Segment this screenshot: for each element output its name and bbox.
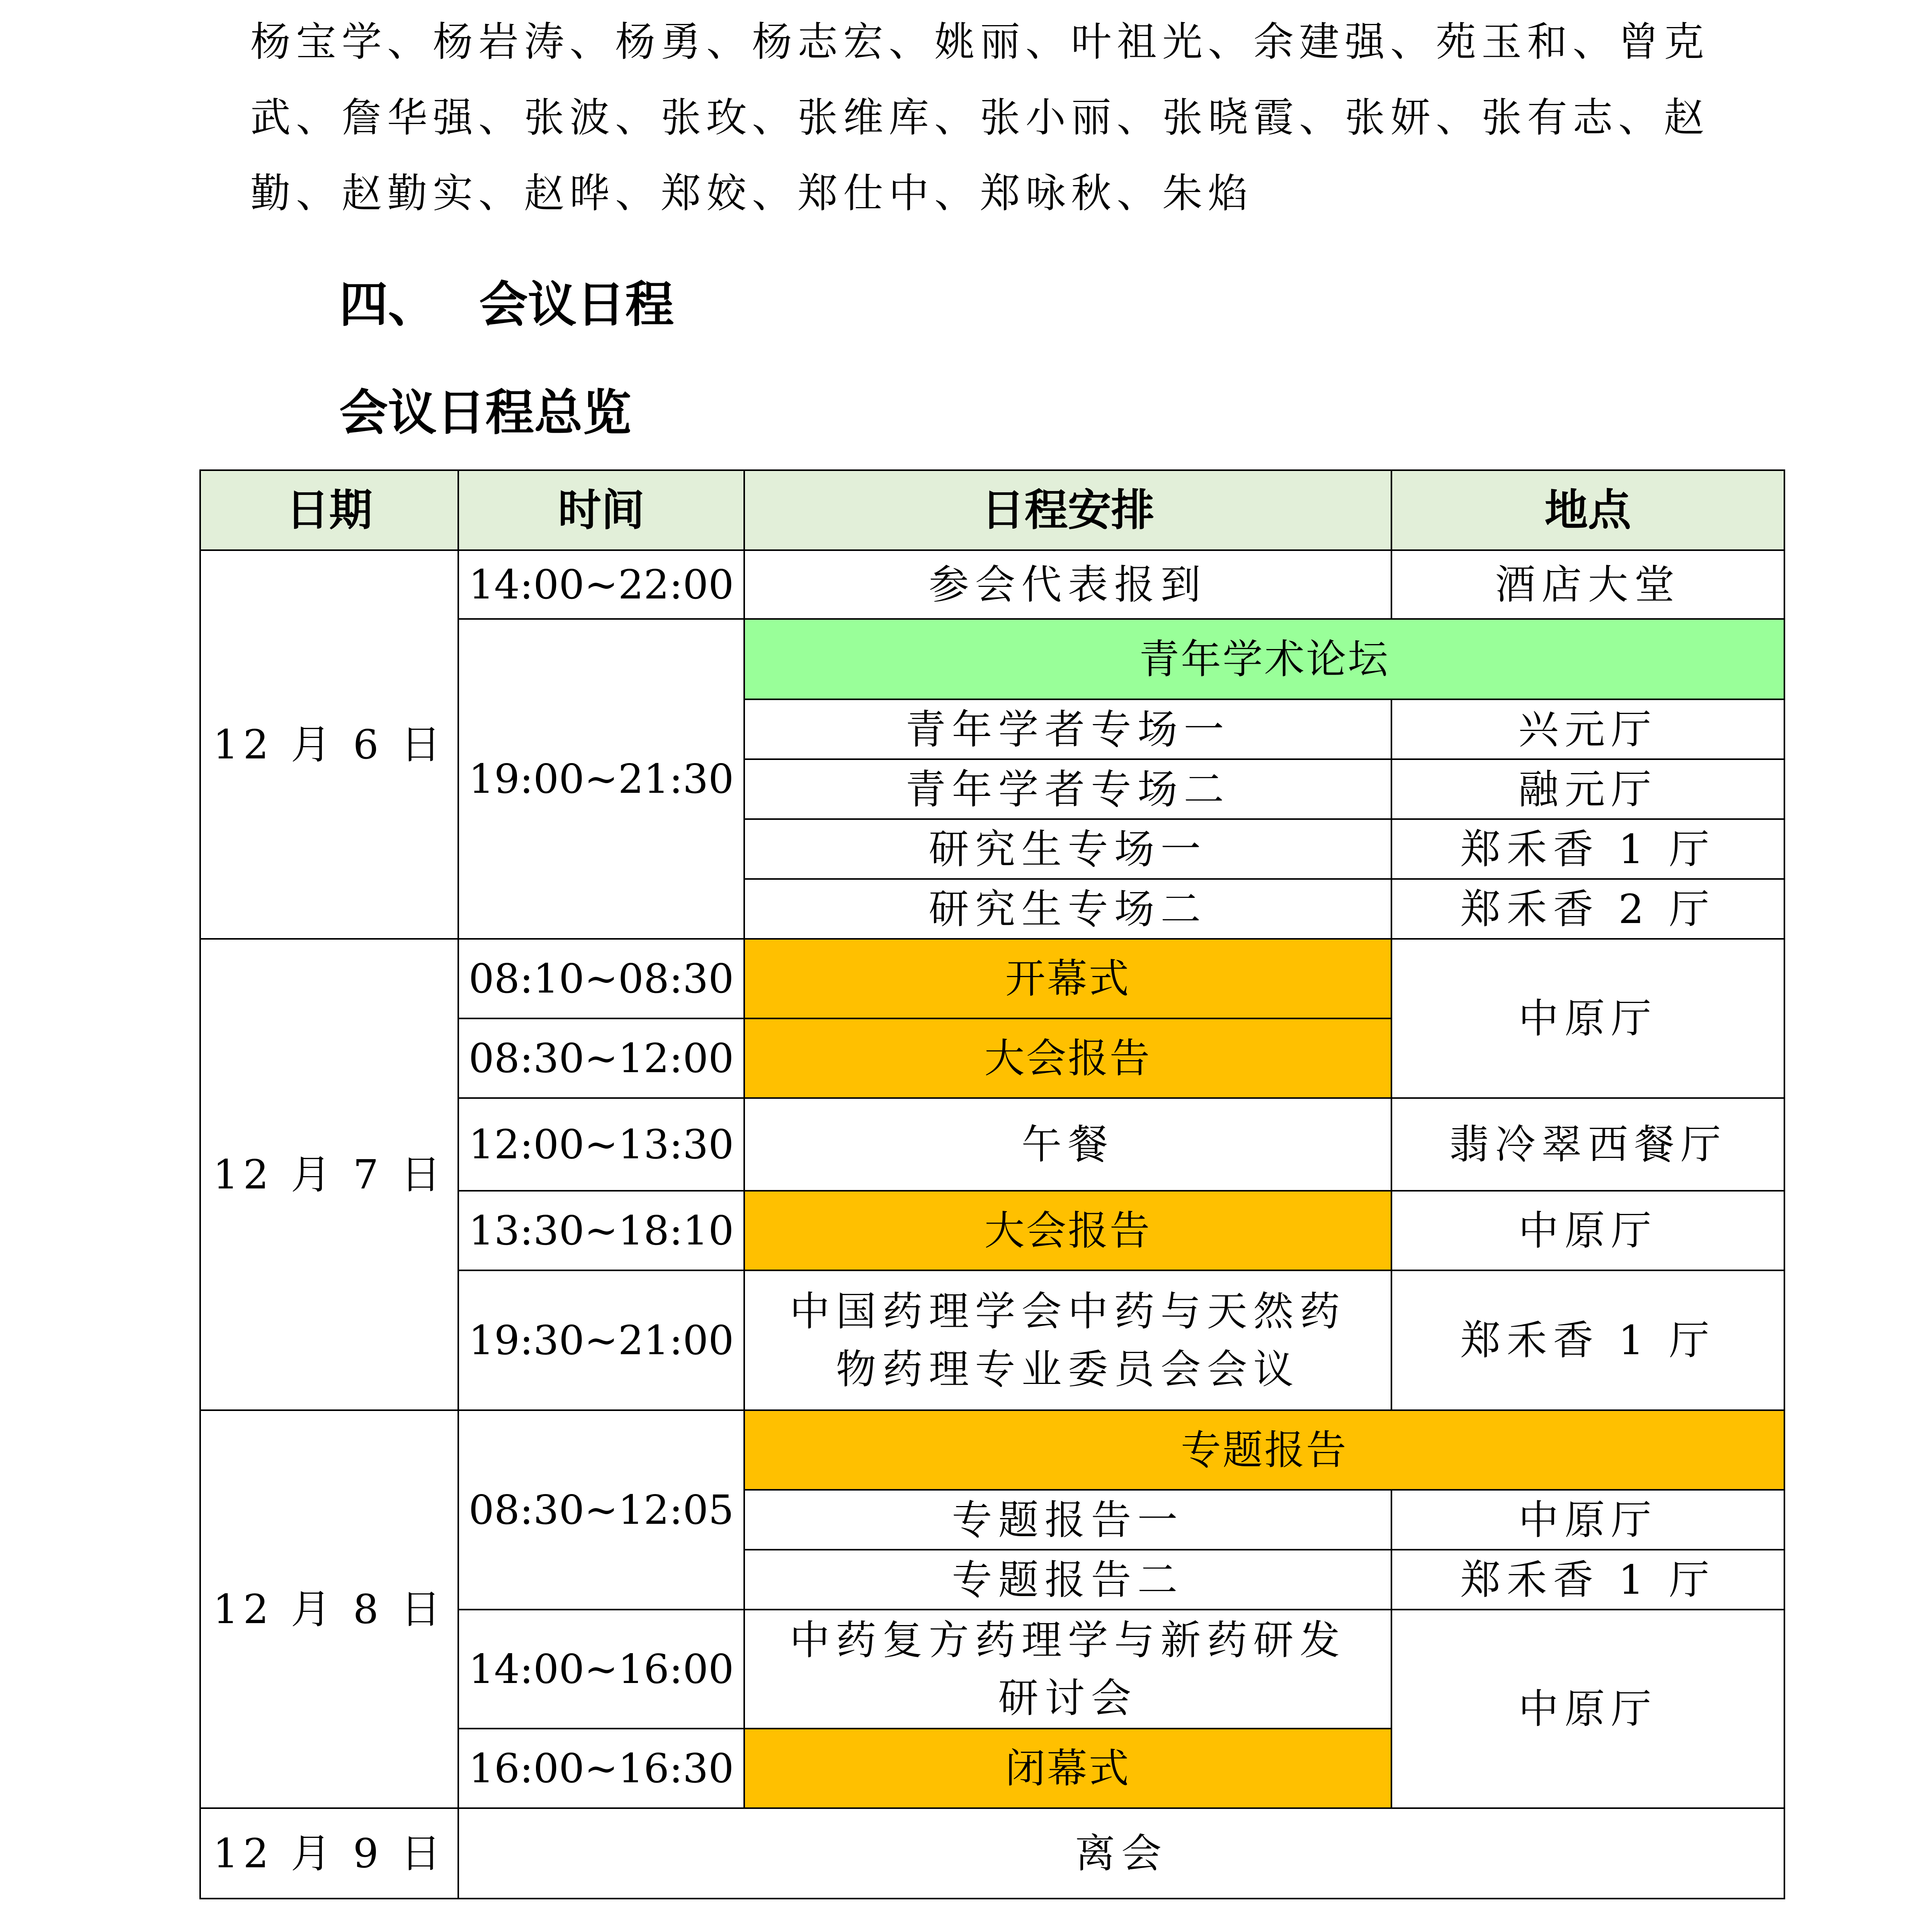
header-location: 地点 <box>1391 470 1784 550</box>
header-date: 日期 <box>200 470 458 550</box>
table-row <box>200 1808 1784 1899</box>
location-cell: 融元厅 <box>1391 759 1784 819</box>
location-cell: 郑禾香 1 厅 <box>1391 1550 1784 1610</box>
event-cell <box>744 1270 1391 1410</box>
event-line: 中国药理学会中药与天然药 <box>789 1288 1346 1335</box>
time-cell: 08:30~12:05 <box>458 1410 744 1610</box>
header-row <box>200 470 1784 550</box>
time-cell: 08:10~08:30 <box>458 939 744 1018</box>
event-cell: 研究生专场二 <box>744 879 1391 939</box>
time-cell: 14:00~16:00 <box>458 1610 744 1729</box>
event-cell <box>744 1610 1391 1729</box>
location-cell: 中原厅 <box>1391 1610 1784 1808</box>
event-line: 物药理专业委员会会议 <box>836 1346 1300 1393</box>
closing-ceremony-band: 闭幕式 <box>744 1729 1391 1808</box>
event-cell: 午餐 <box>744 1098 1391 1191</box>
header-schedule: 日程安排 <box>744 470 1391 550</box>
time-cell: 08:30~12:00 <box>458 1018 744 1098</box>
opening-ceremony-band: 开幕式 <box>744 939 1391 1018</box>
location-cell: 兴元厅 <box>1391 699 1784 759</box>
location-cell: 酒店大堂 <box>1391 550 1784 619</box>
overview-title: 会议日程总览 <box>339 384 631 441</box>
time-cell: 19:30~21:00 <box>458 1270 744 1410</box>
location-cell: 郑禾香 1 厅 <box>1391 1270 1784 1410</box>
event-line: 研讨会 <box>998 1674 1138 1722</box>
time-cell: 14:00~22:00 <box>458 550 744 619</box>
plenary-report-band: 大会报告 <box>744 1018 1391 1098</box>
event-cell: 青年学者专场一 <box>744 699 1391 759</box>
time-cell: 13:30~18:10 <box>458 1191 744 1270</box>
location-cell: 翡冷翠西餐厅 <box>1391 1098 1784 1191</box>
event-cell: 专题报告二 <box>744 1550 1391 1610</box>
table-row <box>200 1410 1784 1490</box>
location-cell: 中原厅 <box>1391 1490 1784 1550</box>
location-cell: 郑禾香 2 厅 <box>1391 879 1784 939</box>
date-cell: 12 月 7 日 <box>200 939 458 1410</box>
time-cell: 16:00~16:30 <box>458 1729 744 1808</box>
section-number: 四、 <box>339 276 437 333</box>
event-cell: 离会 <box>458 1808 1784 1899</box>
attendee-names: 杨宝学、杨岩涛、杨勇、杨志宏、姚丽、叶祖光、余建强、苑玉和、曾克武、詹华强、张波、张玫、张维库、张小丽、张晓霞、张妍、张有志、赵勤、赵勤实、赵晔、郑姣、郑仕中、郑咏秋、朱焰 <box>250 18 1710 217</box>
topic-report-band: 专题报告 <box>744 1410 1784 1490</box>
table-row <box>200 939 1784 1018</box>
location-cell: 中原厅 <box>1391 939 1784 1098</box>
event-cell: 研究生专场一 <box>744 819 1391 879</box>
section-title: 会议日程 <box>479 276 674 333</box>
time-cell: 12:00~13:30 <box>458 1098 744 1191</box>
event-cell: 参会代表报到 <box>744 550 1391 619</box>
section-heading <box>339 266 674 336</box>
event-cell: 青年学者专场二 <box>744 759 1391 819</box>
time-cell: 19:00~21:30 <box>458 619 744 939</box>
event-cell: 专题报告一 <box>744 1490 1391 1550</box>
table-row <box>200 550 1784 619</box>
plenary-report-band: 大会报告 <box>744 1191 1391 1270</box>
header-time: 时间 <box>458 470 744 550</box>
date-cell: 12 月 6 日 <box>200 550 458 939</box>
date-cell: 12 月 9 日 <box>200 1808 458 1899</box>
schedule-table <box>199 469 1785 1899</box>
date-cell: 12 月 8 日 <box>200 1410 458 1808</box>
location-cell: 郑禾香 1 厅 <box>1391 819 1784 879</box>
youth-forum-band: 青年学术论坛 <box>744 619 1784 699</box>
location-cell: 中原厅 <box>1391 1191 1784 1270</box>
event-line: 中药复方药理学与新药研发 <box>789 1617 1346 1664</box>
